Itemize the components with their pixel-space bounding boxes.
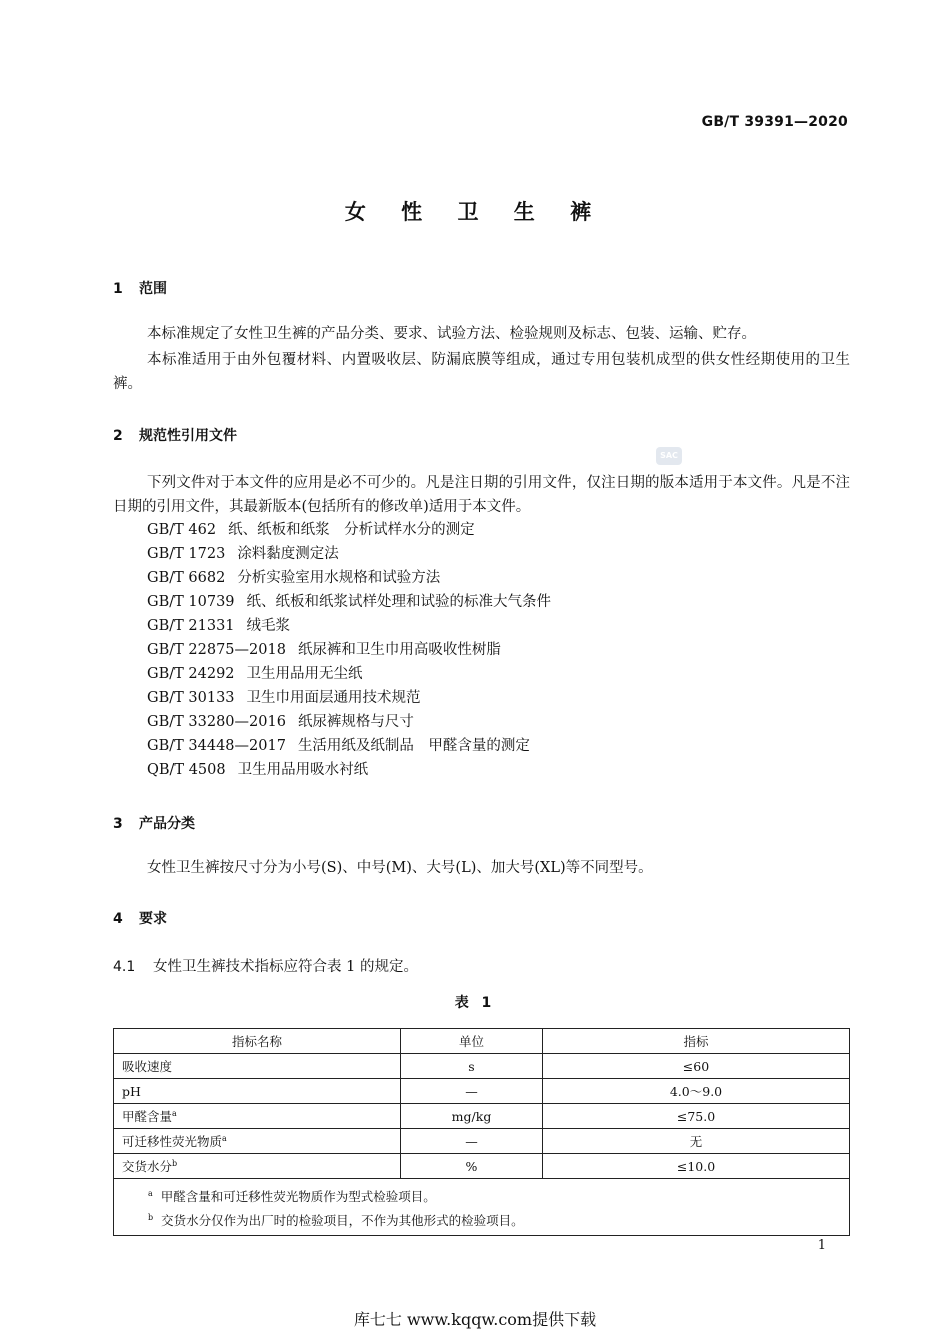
cell-unit: mg/kg xyxy=(401,1104,543,1129)
sac-watermark: SAC xyxy=(656,447,682,465)
cell-value: 无 xyxy=(543,1129,850,1154)
reference-title: 纸、纸板和纸浆 分析试样水分的测定 xyxy=(228,522,475,538)
reference-item xyxy=(147,736,530,756)
reference-code: GB/T 6682 xyxy=(147,570,226,586)
cell-value: 4.0～9.0 xyxy=(543,1079,850,1104)
table-row xyxy=(114,1104,850,1129)
cell-value: ≤60 xyxy=(543,1054,850,1079)
reference-title: 卫生用品用吸水衬纸 xyxy=(237,762,369,778)
reference-title: 分析实验室用水规格和试验方法 xyxy=(237,570,441,586)
reference-item xyxy=(147,640,501,660)
reference-item xyxy=(147,664,363,684)
reference-item xyxy=(147,520,475,540)
header-name: 指标名称 xyxy=(114,1029,401,1054)
section-title: 范围 xyxy=(139,281,167,297)
cell-unit: — xyxy=(401,1129,543,1154)
section-number: 3 xyxy=(113,816,123,832)
reference-title: 纸、纸板和纸浆试样处理和试验的标准大气条件 xyxy=(246,594,552,610)
reference-title: 生活用纸及纸制品 甲醛含量的测定 xyxy=(297,738,530,754)
page-number: 1 xyxy=(817,1238,826,1253)
cell-unit: s xyxy=(401,1054,543,1079)
reference-code: GB/T 24292 xyxy=(147,666,235,682)
reference-code: GB/T 1723 xyxy=(147,546,226,562)
reference-code: QB/T 4508 xyxy=(147,762,226,778)
table-notes xyxy=(114,1179,850,1236)
cell-name: 甲醛含量$^a$ xyxy=(114,1104,401,1129)
section-title: 产品分类 xyxy=(139,816,195,832)
section-title: 规范性引用文件 xyxy=(139,428,237,444)
reference-title: 绒毛浆 xyxy=(246,618,291,634)
reference-code: GB/T 22875—2018 xyxy=(147,642,286,658)
reference-title: 卫生巾用面层通用技术规范 xyxy=(246,690,421,706)
section-title: 要求 xyxy=(139,911,167,927)
reference-code: GB/T 462 xyxy=(147,522,217,538)
cell-unit: % xyxy=(401,1154,543,1179)
table-note: $^b$ 交货水分仅作为出厂时的检验项目，不作为其他形式的检验项目。 xyxy=(148,1213,524,1228)
download-footer: 库七七 www.kqqw.com提供下载 xyxy=(353,1310,597,1329)
reference-item xyxy=(147,616,290,636)
reference-item xyxy=(147,544,339,564)
reference-item xyxy=(147,568,440,588)
table-row xyxy=(114,1079,850,1104)
reference-item xyxy=(147,592,551,612)
cell-value: ≤75.0 xyxy=(543,1104,850,1129)
specification-table xyxy=(113,1028,850,1236)
reference-code: GB/T 21331 xyxy=(147,618,235,634)
cell-name: 可迁移性荧光物质$^a$ xyxy=(114,1129,401,1154)
reference-item xyxy=(147,712,414,732)
reference-title: 纸尿裤和卫生巾用高吸收性树脂 xyxy=(297,642,501,658)
table-header-row xyxy=(114,1029,850,1054)
clause-number: 4.1 xyxy=(113,959,136,975)
section-1-paragraph-2: 本标准适用于由外包覆材料、内置吸收层、防漏底膜等组成，通过专用包装机成型的供女性经期使用的卫生裤。 xyxy=(113,352,850,392)
cell-value: ≤10.0 xyxy=(543,1154,850,1179)
section-number: 2 xyxy=(113,428,123,444)
table-notes-row xyxy=(114,1179,850,1236)
reference-title: 卫生用品用无尘纸 xyxy=(246,666,363,682)
reference-title: 涂料黏度测定法 xyxy=(237,546,339,562)
cell-unit: — xyxy=(401,1079,543,1104)
reference-code: GB/T 34448—2017 xyxy=(147,738,286,754)
table-caption: 表 1 xyxy=(454,995,496,1011)
section-3-paragraph: 女性卫生裤按尺寸分为小号(S)、中号(M)、大号(L)、加大号(XL)等不同型号。 xyxy=(147,860,653,876)
reference-item xyxy=(147,688,421,708)
reference-item xyxy=(147,760,368,780)
reference-code: GB/T 30133 xyxy=(147,690,235,706)
cell-name: pH xyxy=(114,1079,401,1104)
table-row xyxy=(114,1054,850,1079)
standard-code: GB/T 39391—2020 xyxy=(701,114,848,130)
reference-title: 纸尿裤规格与尺寸 xyxy=(297,714,414,730)
header-value: 指标 xyxy=(543,1029,850,1054)
section-1-heading xyxy=(113,278,167,298)
reference-code: GB/T 10739 xyxy=(147,594,235,610)
table-row xyxy=(114,1154,850,1179)
section-2-heading xyxy=(113,425,237,445)
document-title: 女 性 卫 生 裤 xyxy=(344,200,606,224)
reference-code: GB/T 33280—2016 xyxy=(147,714,286,730)
table-row xyxy=(114,1129,850,1154)
section-1-paragraph-1: 本标准规定了女性卫生裤的产品分类、要求、试验方法、检验规则及标志、包装、运输、贮存。 xyxy=(147,326,756,342)
section-4-heading xyxy=(113,908,167,928)
cell-name: 吸收速度 xyxy=(114,1054,401,1079)
table-note: $^a$ 甲醛含量和可迁移性荧光物质作为型式检验项目。 xyxy=(148,1189,436,1204)
clause-4-1 xyxy=(113,955,418,976)
cell-name: 交货水分$^b$ xyxy=(114,1154,401,1179)
section-2-intro: 下列文件对于本文件的应用是必不可少的。凡是注日期的引用文件，仅注日期的版本适用于本文件。凡是不注日期的引用文件，其最新版本(包括所有的修改单)适用于本文件。 xyxy=(113,475,850,515)
header-unit: 单位 xyxy=(401,1029,543,1054)
clause-text: 女性卫生裤技术指标应符合表 1 的规定。 xyxy=(153,959,418,975)
section-3-heading xyxy=(113,813,195,833)
section-number: 1 xyxy=(113,281,123,297)
section-number: 4 xyxy=(113,911,123,927)
